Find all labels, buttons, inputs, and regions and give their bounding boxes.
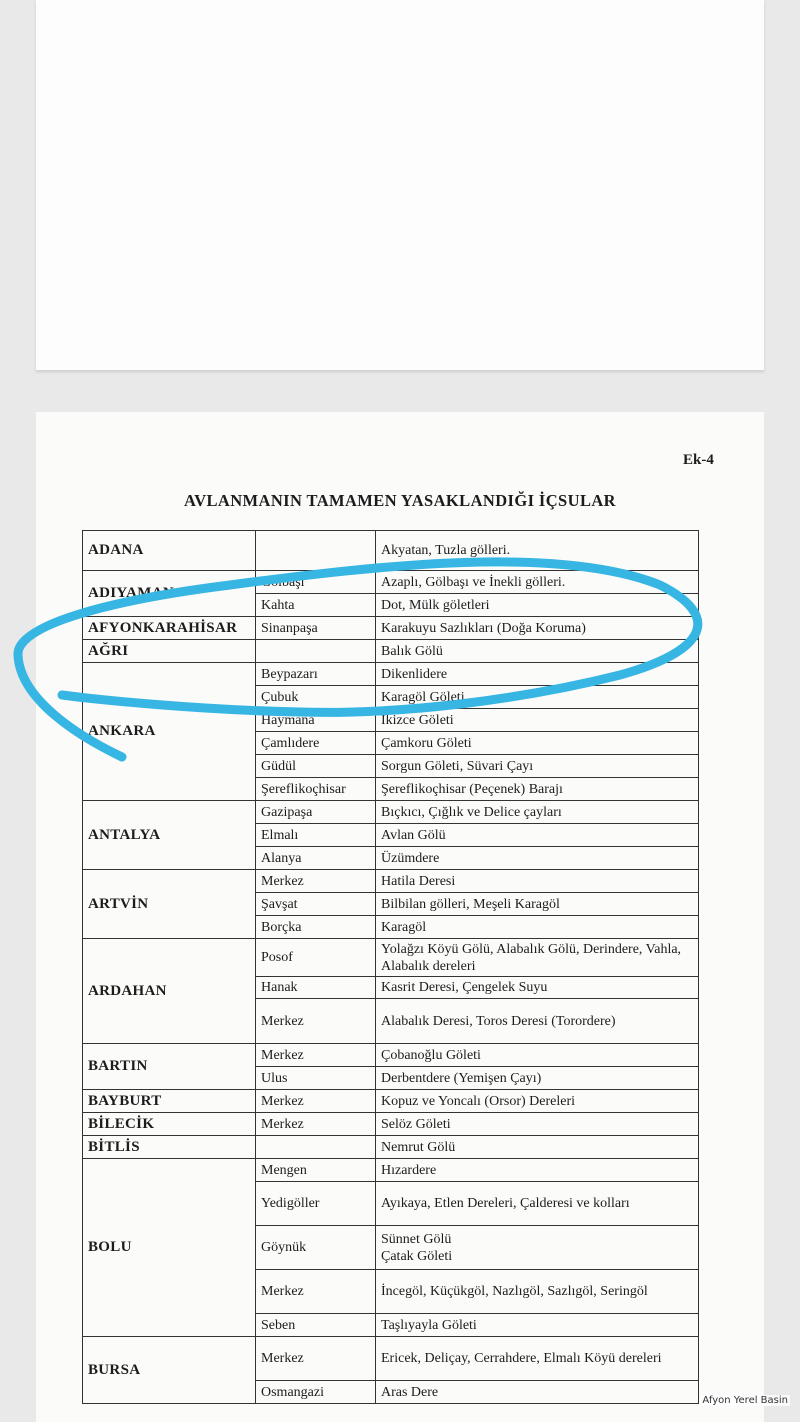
- waters-cell: Taşlıyayla Göleti: [376, 1314, 699, 1337]
- province-cell: ADIYAMAN: [83, 571, 256, 617]
- district-cell: Seben: [256, 1314, 376, 1337]
- district-cell: Güdül: [256, 755, 376, 778]
- district-cell: Posof: [256, 939, 376, 977]
- waters-cell: Selöz Göleti: [376, 1113, 699, 1136]
- district-cell: Merkez: [256, 1090, 376, 1113]
- district-cell: Hanak: [256, 977, 376, 999]
- province-cell: AFYONKARAHİSAR: [83, 617, 256, 640]
- district-cell: Kahta: [256, 594, 376, 617]
- table-row: [83, 801, 699, 824]
- waters-cell: Hızardere: [376, 1159, 699, 1182]
- waters-cell: Şereflikoçhisar (Peçenek) Barajı: [376, 778, 699, 801]
- waters-cell: Karagöl Göleti: [376, 686, 699, 709]
- district-cell: Şavşat: [256, 893, 376, 916]
- table-row: [83, 1090, 699, 1113]
- waters-cell: Çobanoğlu Göleti: [376, 1044, 699, 1067]
- province-cell: ARTVİN: [83, 870, 256, 939]
- waters-cell: Aras Dere: [376, 1381, 699, 1404]
- district-cell: Çamlıdere: [256, 732, 376, 755]
- waters-cell: Balık Gölü: [376, 640, 699, 663]
- waters-cell: Çamkoru Göleti: [376, 732, 699, 755]
- table-row: [83, 640, 699, 663]
- waters-cell: Üzümdere: [376, 847, 699, 870]
- waters-cell: Akyatan, Tuzla gölleri.: [376, 531, 699, 571]
- district-cell: Merkez: [256, 870, 376, 893]
- waters-cell: Alabalık Deresi, Toros Deresi (Torordere): [376, 999, 699, 1044]
- waters-cell: Yolağzı Köyü Gölü, Alabalık Gölü, Derindere, Vahla, Alabalık dereleri: [376, 939, 699, 977]
- waters-cell: Dot, Mülk göletleri: [376, 594, 699, 617]
- district-cell: Merkez: [256, 1337, 376, 1381]
- waters-cell: Sorgun Göleti, Süvari Çayı: [376, 755, 699, 778]
- district-cell: Göynük: [256, 1226, 376, 1270]
- waters-cell: Kopuz ve Yoncalı (Orsor) Dereleri: [376, 1090, 699, 1113]
- waters-cell: Avlan Gölü: [376, 824, 699, 847]
- district-cell: Çubuk: [256, 686, 376, 709]
- restricted-waters-table: [82, 530, 699, 1404]
- table-row: [83, 1159, 699, 1182]
- waters-cell: Derbentdere (Yemişen Çayı): [376, 1067, 699, 1090]
- district-cell: Haymana: [256, 709, 376, 732]
- blank-page: [36, 0, 764, 370]
- table-row: [83, 1337, 699, 1381]
- province-cell: AĞRI: [83, 640, 256, 663]
- province-cell: BAYBURT: [83, 1090, 256, 1113]
- province-cell: BOLU: [83, 1159, 256, 1337]
- waters-cell: Dikenlidere: [376, 663, 699, 686]
- district-cell: Osmangazi: [256, 1381, 376, 1404]
- document-title: AVLANMANIN TAMAMEN YASAKLANDIĞI İÇSULAR: [184, 491, 616, 510]
- province-cell: BURSA: [83, 1337, 256, 1404]
- district-cell: Alanya: [256, 847, 376, 870]
- district-cell: Yedigöller: [256, 1182, 376, 1226]
- document-page: [36, 412, 764, 1422]
- district-cell: Gölbaşı: [256, 571, 376, 594]
- waters-cell: Bilbilan gölleri, Meşeli Karagöl: [376, 893, 699, 916]
- table-row: [83, 617, 699, 640]
- table-row: [83, 571, 699, 594]
- waters-cell: İkizce Göleti: [376, 709, 699, 732]
- district-cell: Elmalı: [256, 824, 376, 847]
- annex-label: Ek-4: [683, 452, 714, 468]
- table-row: [83, 663, 699, 686]
- district-cell: Mengen: [256, 1159, 376, 1182]
- waters-cell: Sünnet Gölü Çatak Göleti: [376, 1226, 699, 1270]
- district-cell: Merkez: [256, 1113, 376, 1136]
- table-row: [83, 1136, 699, 1159]
- table-row: [83, 870, 699, 893]
- waters-cell: Hatila Deresi: [376, 870, 699, 893]
- province-cell: BİTLİS: [83, 1136, 256, 1159]
- province-cell: ANTALYA: [83, 801, 256, 870]
- waters-cell: Azaplı, Gölbaşı ve İnekli gölleri.: [376, 571, 699, 594]
- province-cell: BİLECİK: [83, 1113, 256, 1136]
- district-cell: Merkez: [256, 999, 376, 1044]
- province-cell: ARDAHAN: [83, 939, 256, 1044]
- district-cell: Şereflikoçhisar: [256, 778, 376, 801]
- waters-cell: Ayıkaya, Etlen Dereleri, Çalderesi ve kolları: [376, 1182, 699, 1226]
- district-cell: [256, 531, 376, 571]
- table-row: [83, 1044, 699, 1067]
- district-cell: Merkez: [256, 1270, 376, 1314]
- province-cell: ANKARA: [83, 663, 256, 801]
- waters-cell: Karakuyu Sazlıkları (Doğa Koruma): [376, 617, 699, 640]
- table-row: [83, 1113, 699, 1136]
- district-cell: Gazipaşa: [256, 801, 376, 824]
- waters-cell: Bıçkıcı, Çığlık ve Delice çayları: [376, 801, 699, 824]
- district-cell: Borçka: [256, 916, 376, 939]
- district-cell: Beypazarı: [256, 663, 376, 686]
- waters-cell: Nemrut Gölü: [376, 1136, 699, 1159]
- waters-cell: Kasrit Deresi, Çengelek Suyu: [376, 977, 699, 999]
- district-cell: [256, 640, 376, 663]
- district-cell: Merkez: [256, 1044, 376, 1067]
- waters-cell: İncegöl, Küçükgöl, Nazlıgöl, Sazlıgöl, Seringöl: [376, 1270, 699, 1314]
- district-cell: [256, 1136, 376, 1159]
- table-row: [83, 531, 699, 571]
- province-cell: BARTIN: [83, 1044, 256, 1090]
- watermark-text: Afyon Yerel Basin: [702, 1395, 788, 1406]
- district-cell: Ulus: [256, 1067, 376, 1090]
- province-cell: ADANA: [83, 531, 256, 571]
- table-row: [83, 939, 699, 977]
- waters-cell: Karagöl: [376, 916, 699, 939]
- waters-cell: Ericek, Deliçay, Cerrahdere, Elmalı Köyü dereleri: [376, 1337, 699, 1381]
- district-cell: Sinanpaşa: [256, 617, 376, 640]
